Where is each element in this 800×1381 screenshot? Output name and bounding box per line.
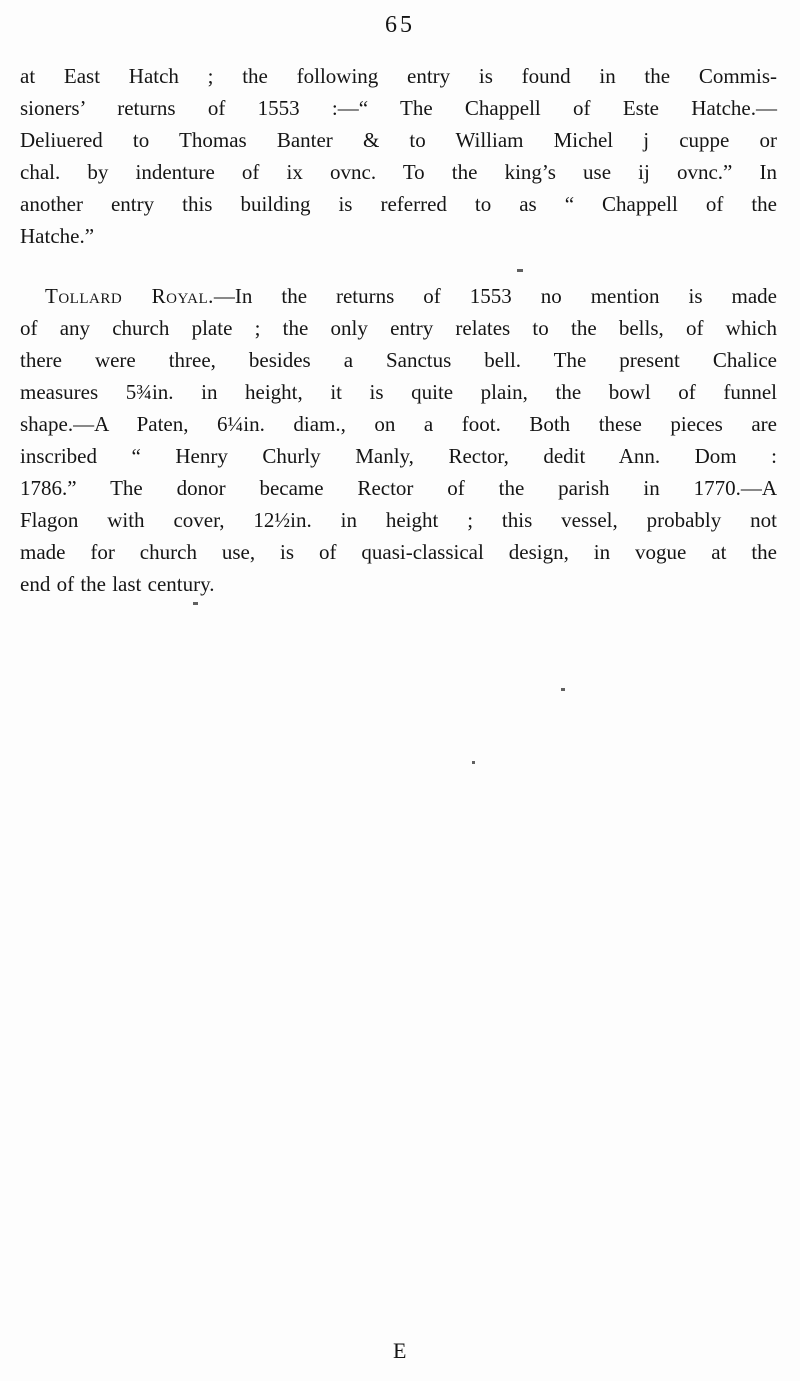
text-line: at East Hatch ; the following entry is found in the Commis- <box>20 64 777 88</box>
text-line: of any church plate ; the only entry relates to the bells, of which <box>20 316 777 340</box>
scan-speck <box>472 761 475 764</box>
text-line: measures 5¾in. in height, it is quite plain, the bowl of funnel <box>20 380 777 404</box>
text-line: Flagon with cover, 12½in. in height ; this vessel, probably not <box>20 508 777 532</box>
text-line: 1786.” The donor became Rector of the parish in 1770.—A <box>20 476 777 500</box>
text-line-rest: —In the returns of 1553 no mention is made <box>213 284 777 308</box>
paragraph-east-hatch <box>20 60 777 252</box>
scan-speck <box>517 269 523 272</box>
text-line: end of the last century. <box>20 572 215 596</box>
text-line: another entry this building is referred to as “ Chappell of the <box>20 192 777 216</box>
text-line: made for church use, is of quasi-classical design, in vogue at the <box>20 540 777 564</box>
text-line: chal. by indenture of ix ovnc. To the king’s use ij ovnc.” In <box>20 160 777 184</box>
page-number: 65 <box>385 12 415 38</box>
text-line <box>20 280 777 312</box>
scan-speck <box>193 602 198 605</box>
printers-signature-mark: E <box>393 1338 407 1363</box>
page-text <box>20 60 777 600</box>
paragraph-tollard-royal <box>20 280 777 600</box>
section-heading-tollard-royal: Tollard Royal. <box>45 284 214 308</box>
scan-speck <box>561 688 565 691</box>
text-line: Hatche.” <box>20 224 95 248</box>
text-line: shape.—A Paten, 6¼in. diam., on a foot. Both these pieces are <box>20 412 777 436</box>
text-line: inscribed “ Henry Churly Manly, Rector, dedit Ann. Dom : <box>20 444 777 468</box>
text-line: there were three, besides a Sanctus bell. The present Chalice <box>20 348 777 372</box>
text-line: Deliuered to Thomas Banter & to William Michel j cuppe or <box>20 128 777 152</box>
text-line: sioners’ returns of 1553 :—“ The Chappell of Este Hatche.— <box>20 96 777 120</box>
